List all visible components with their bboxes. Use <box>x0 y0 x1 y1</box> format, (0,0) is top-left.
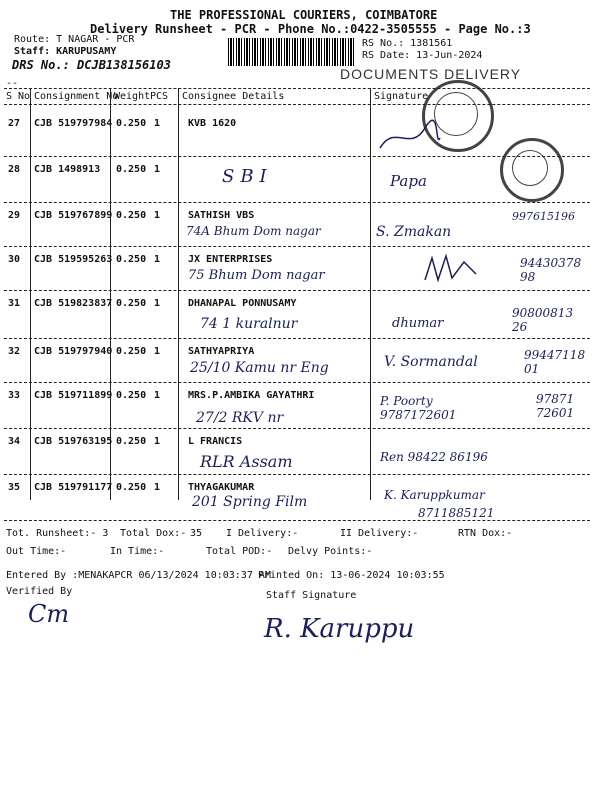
dash-marker: -- <box>6 78 19 89</box>
handwritten-address: 201 Spring Film <box>192 494 308 510</box>
col-signature: Signature <box>374 91 429 102</box>
handwritten-address: 75 Bhum Dom nagar <box>188 268 325 283</box>
row-rule <box>4 382 590 383</box>
row-pcs: 1 <box>154 482 161 493</box>
row-weight: 0.250 <box>116 118 147 129</box>
handwritten-phone: 90800813 26 <box>512 306 574 334</box>
row-consignee: SATHYAPRIYA <box>188 346 255 357</box>
handwritten-signature: V. Sormandal <box>384 354 478 370</box>
row-pcs: 1 <box>154 436 161 447</box>
col-consignment-no: Consignment No <box>34 91 119 102</box>
printed-on: Printed On: 13-06-2024 10:03:55 <box>258 570 445 581</box>
row-consignee: SATHISH VBS <box>188 210 255 221</box>
drs-number: DRS No.: DCJB138156103 <box>12 58 171 72</box>
col-pcs: PCS <box>150 91 169 102</box>
handwritten-address: 74A Bhum Dom nagar <box>186 224 321 238</box>
row-weight: 0.250 <box>116 390 147 401</box>
row-rule <box>4 428 590 429</box>
handwritten-address: 27/2 RKV nr <box>196 410 284 426</box>
row-weight: 0.250 <box>116 298 147 309</box>
row-consignment: CJB 519797940 <box>34 346 113 357</box>
row-consignee: DHANAPAL PONNUSAMY <box>188 298 297 309</box>
row-pcs: 1 <box>154 346 161 357</box>
tot-runsheet: Tot. Runsheet:- 3 <box>6 528 109 539</box>
row-weight: 0.250 <box>116 164 147 175</box>
row-consignee: THYAGAKUMAR <box>188 482 255 493</box>
handwritten-phone: 99447118 01 <box>524 348 586 376</box>
out-time: Out Time:- <box>6 546 67 557</box>
col-separator <box>370 88 371 500</box>
verified-by-label: Verified By <box>6 586 73 597</box>
entered-by: Entered By :MENAKAPCR 06/13/2024 10:03:37 AM <box>6 570 271 581</box>
row-sno: 28 <box>8 164 21 175</box>
row-pcs: 1 <box>154 390 161 401</box>
row-sno: 34 <box>8 436 21 447</box>
row-consignment: CJB 519823837 <box>34 298 113 309</box>
in-time: In Time:- <box>110 546 165 557</box>
row-weight: 0.250 <box>116 482 147 493</box>
handwritten-address: 25/10 Kamu nr Eng <box>190 360 329 376</box>
row-weight: 0.250 <box>116 436 147 447</box>
handwritten-address: 74 1 kuralnur <box>200 316 298 332</box>
signature-scribble <box>375 118 445 158</box>
row-weight: 0.250 <box>116 346 147 357</box>
handwritten-phone: 9443037898 <box>520 256 582 284</box>
row-rule <box>4 202 590 203</box>
row-consignment: CJB 519763195 <box>34 436 113 447</box>
row-sno: 33 <box>8 390 21 401</box>
row-sno: 35 <box>8 482 21 493</box>
documents-delivery-stamp: DOCUMENTS DELIVERY <box>340 66 522 82</box>
rtn-dox: RTN Dox:- <box>458 528 513 539</box>
delvy-points: Delvy Points:- <box>288 546 373 557</box>
staff-label: Staff: KARUPUSAMY <box>14 46 117 57</box>
row-pcs: 1 <box>154 164 161 175</box>
handwritten-phone: 997615196 <box>512 210 575 223</box>
row-rule <box>4 338 590 339</box>
row-consignee: KVB 1620 <box>188 118 237 129</box>
col-separator <box>178 88 179 500</box>
col-consignee-details: Consignee Details <box>182 91 285 102</box>
handwritten-address: RLR Assam <box>200 452 293 471</box>
row-sno: 29 <box>8 210 21 221</box>
staff-handwritten-signature: R. Karuppu <box>264 614 415 644</box>
handwritten-phone: 97871 72601 <box>536 392 575 420</box>
row-consignment: CJB 519797984 <box>34 118 113 129</box>
verified-signature: Cm <box>28 600 70 628</box>
total-dox-value: 35 <box>190 528 203 539</box>
handwritten-signature: S. Zmakan <box>376 224 452 240</box>
runsheet-subtitle: Delivery Runsheet - PCR - Phone No.:0422-3505555 - Page No.:3 <box>90 22 531 36</box>
row-consignment: CJB 519791177 <box>34 482 113 493</box>
staff-signature-label: Staff Signature <box>266 590 357 601</box>
handwritten-signature: dhumar <box>392 316 444 331</box>
row-consignment: CJB 519767899 <box>34 210 113 221</box>
table-top-rule <box>4 88 590 89</box>
row-rule <box>4 156 590 157</box>
route-label: Route: T NAGAR - PCR <box>14 34 135 45</box>
handwritten-phone: 8711885121 <box>418 506 495 520</box>
company-title: THE PROFESSIONAL COURIERS, COIMBATORE <box>170 8 438 22</box>
signature-scribble <box>420 252 480 286</box>
row-pcs: 1 <box>154 254 161 265</box>
barcode <box>228 38 356 66</box>
row-consignee: L FRANCIS <box>188 436 243 447</box>
row-rule <box>4 474 590 475</box>
row-weight: 0.250 <box>116 254 147 265</box>
col-weight: Weight <box>114 91 151 102</box>
row-sno: 31 <box>8 298 21 309</box>
handwritten-address: SBI <box>222 166 273 187</box>
handwritten-signature: Ren 98422 86196 <box>380 450 488 464</box>
total-pod: Total POD:- <box>206 546 273 557</box>
col-separator <box>30 88 31 500</box>
handwritten-signature: K. Karuppkumar <box>384 488 485 502</box>
col-sno: S No <box>6 91 31 102</box>
row-consignment: CJB 519711899 <box>34 390 113 401</box>
row-weight: 0.250 <box>116 210 147 221</box>
row-rule <box>4 246 590 247</box>
row-sno: 30 <box>8 254 21 265</box>
row-consignee: MRS.P.AMBIKA GAYATHRI <box>188 390 315 401</box>
row-pcs: 1 <box>154 118 161 129</box>
total-dox-label: Total Dox:- <box>120 528 187 539</box>
ii-delivery: II Delivery:- <box>340 528 419 539</box>
row-rule <box>4 520 590 521</box>
row-pcs: 1 <box>154 210 161 221</box>
header-bottom-rule <box>4 104 590 105</box>
handwritten-signature: P. Poorty 9787172601 <box>380 394 457 422</box>
row-consignee: JX ENTERPRISES <box>188 254 273 265</box>
row-consignment: CJB 519595263 <box>34 254 113 265</box>
row-sno: 27 <box>8 118 21 129</box>
handwritten-signature: Papa <box>390 172 427 190</box>
i-delivery: I Delivery:- <box>226 528 299 539</box>
row-consignment: CJB 1498913 <box>34 164 101 175</box>
row-sno: 32 <box>8 346 21 357</box>
row-rule <box>4 290 590 291</box>
rs-number: RS No.: 1381561 <box>362 38 453 49</box>
rs-date: RS Date: 13-Jun-2024 <box>362 50 483 61</box>
row-pcs: 1 <box>154 298 161 309</box>
